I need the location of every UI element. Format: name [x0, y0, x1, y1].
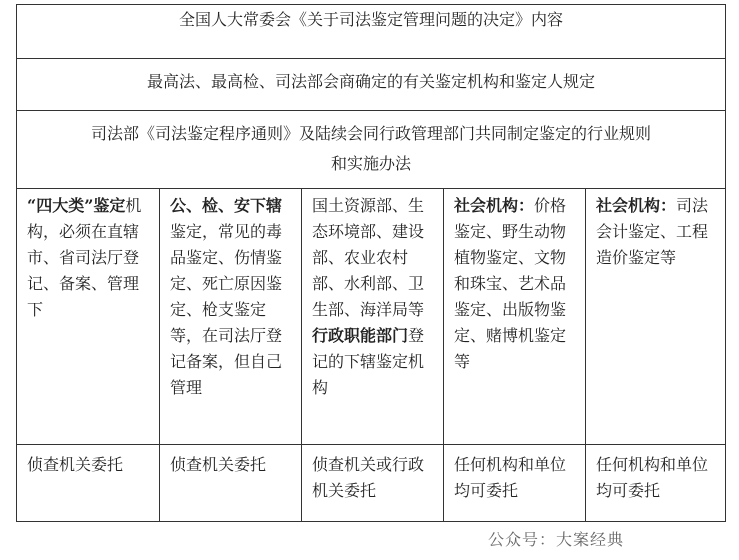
- column-administrative: [301, 189, 443, 521]
- bold-label: 公、检、安下辖: [170, 196, 283, 215]
- bold-label: 社会机构：: [596, 196, 677, 215]
- bold-label: “四大类”鉴定: [27, 196, 126, 215]
- column-administrative-desc: [302, 189, 443, 445]
- desc-text-before: 国土资源部、生态环境部、建设部、农业农村部、水利部、卫生部、海洋局等: [312, 196, 425, 319]
- column-social-institutions-1-entrust: 任何机构和单位均可委托: [454, 455, 567, 500]
- row-nps-decision-text: 全国人大常委会《关于司法鉴定管理问题的决定》内容: [178, 10, 563, 29]
- row-nps-decision: [17, 5, 725, 59]
- column-police-procuratorate-desc: [160, 189, 301, 445]
- desc-text-after: 登记的下辖鉴定机构: [312, 326, 425, 397]
- desc-text: 鉴定，常见的毒品鉴定、伤情鉴定、死亡原因鉴定、枪支鉴定等，在司法厅登记备案，但自己管理: [170, 222, 283, 397]
- bold-label: 行政职能部门: [312, 326, 409, 345]
- column-police-procuratorate: [159, 189, 301, 521]
- row-ministry-rules: [17, 111, 725, 189]
- bold-label: 社会机构：: [454, 196, 535, 215]
- column-administrative-entrust: 侦查机关或行政机关委托: [312, 455, 425, 500]
- row-joint-rules-text: 最高法、最高检、司法部会商确定的有关鉴定机构和鉴定人规定: [146, 72, 595, 91]
- column-social-institutions-2: [585, 189, 725, 521]
- desc-text: 司法会计鉴定、工程造价鉴定等: [596, 196, 709, 267]
- desc-text: 机构，必须在直辖市、省司法厅登记、备案、管理下: [27, 196, 142, 319]
- row-ministry-rules-line2: 和实施办法: [330, 154, 411, 173]
- row-ministry-rules-line1: 司法部《司法鉴定程序通则》及陆续会同行政管理部门共同制定鉴定的行业规则: [90, 124, 651, 143]
- column-social-institutions-1-desc: [444, 189, 585, 445]
- watermark-credit: 公众号：大案经典: [488, 530, 625, 549]
- regulation-table: [16, 4, 726, 522]
- column-social-institutions-1: [443, 189, 585, 521]
- column-four-categories: [17, 189, 159, 521]
- column-four-categories-desc: [17, 189, 159, 445]
- desc-text: 价格鉴定、野生动物植物鉴定、文物和珠宝、艺术品鉴定、出版物鉴定、赌博机鉴定等: [454, 196, 567, 371]
- column-social-institutions-2-desc: [586, 189, 725, 445]
- column-four-categories-entrust: 侦查机关委托: [27, 455, 124, 474]
- column-social-institutions-2-entrust: 任何机构和单位均可委托: [596, 455, 709, 500]
- column-police-procuratorate-entrust: 侦查机关委托: [170, 455, 267, 474]
- row-joint-rules: [17, 59, 725, 111]
